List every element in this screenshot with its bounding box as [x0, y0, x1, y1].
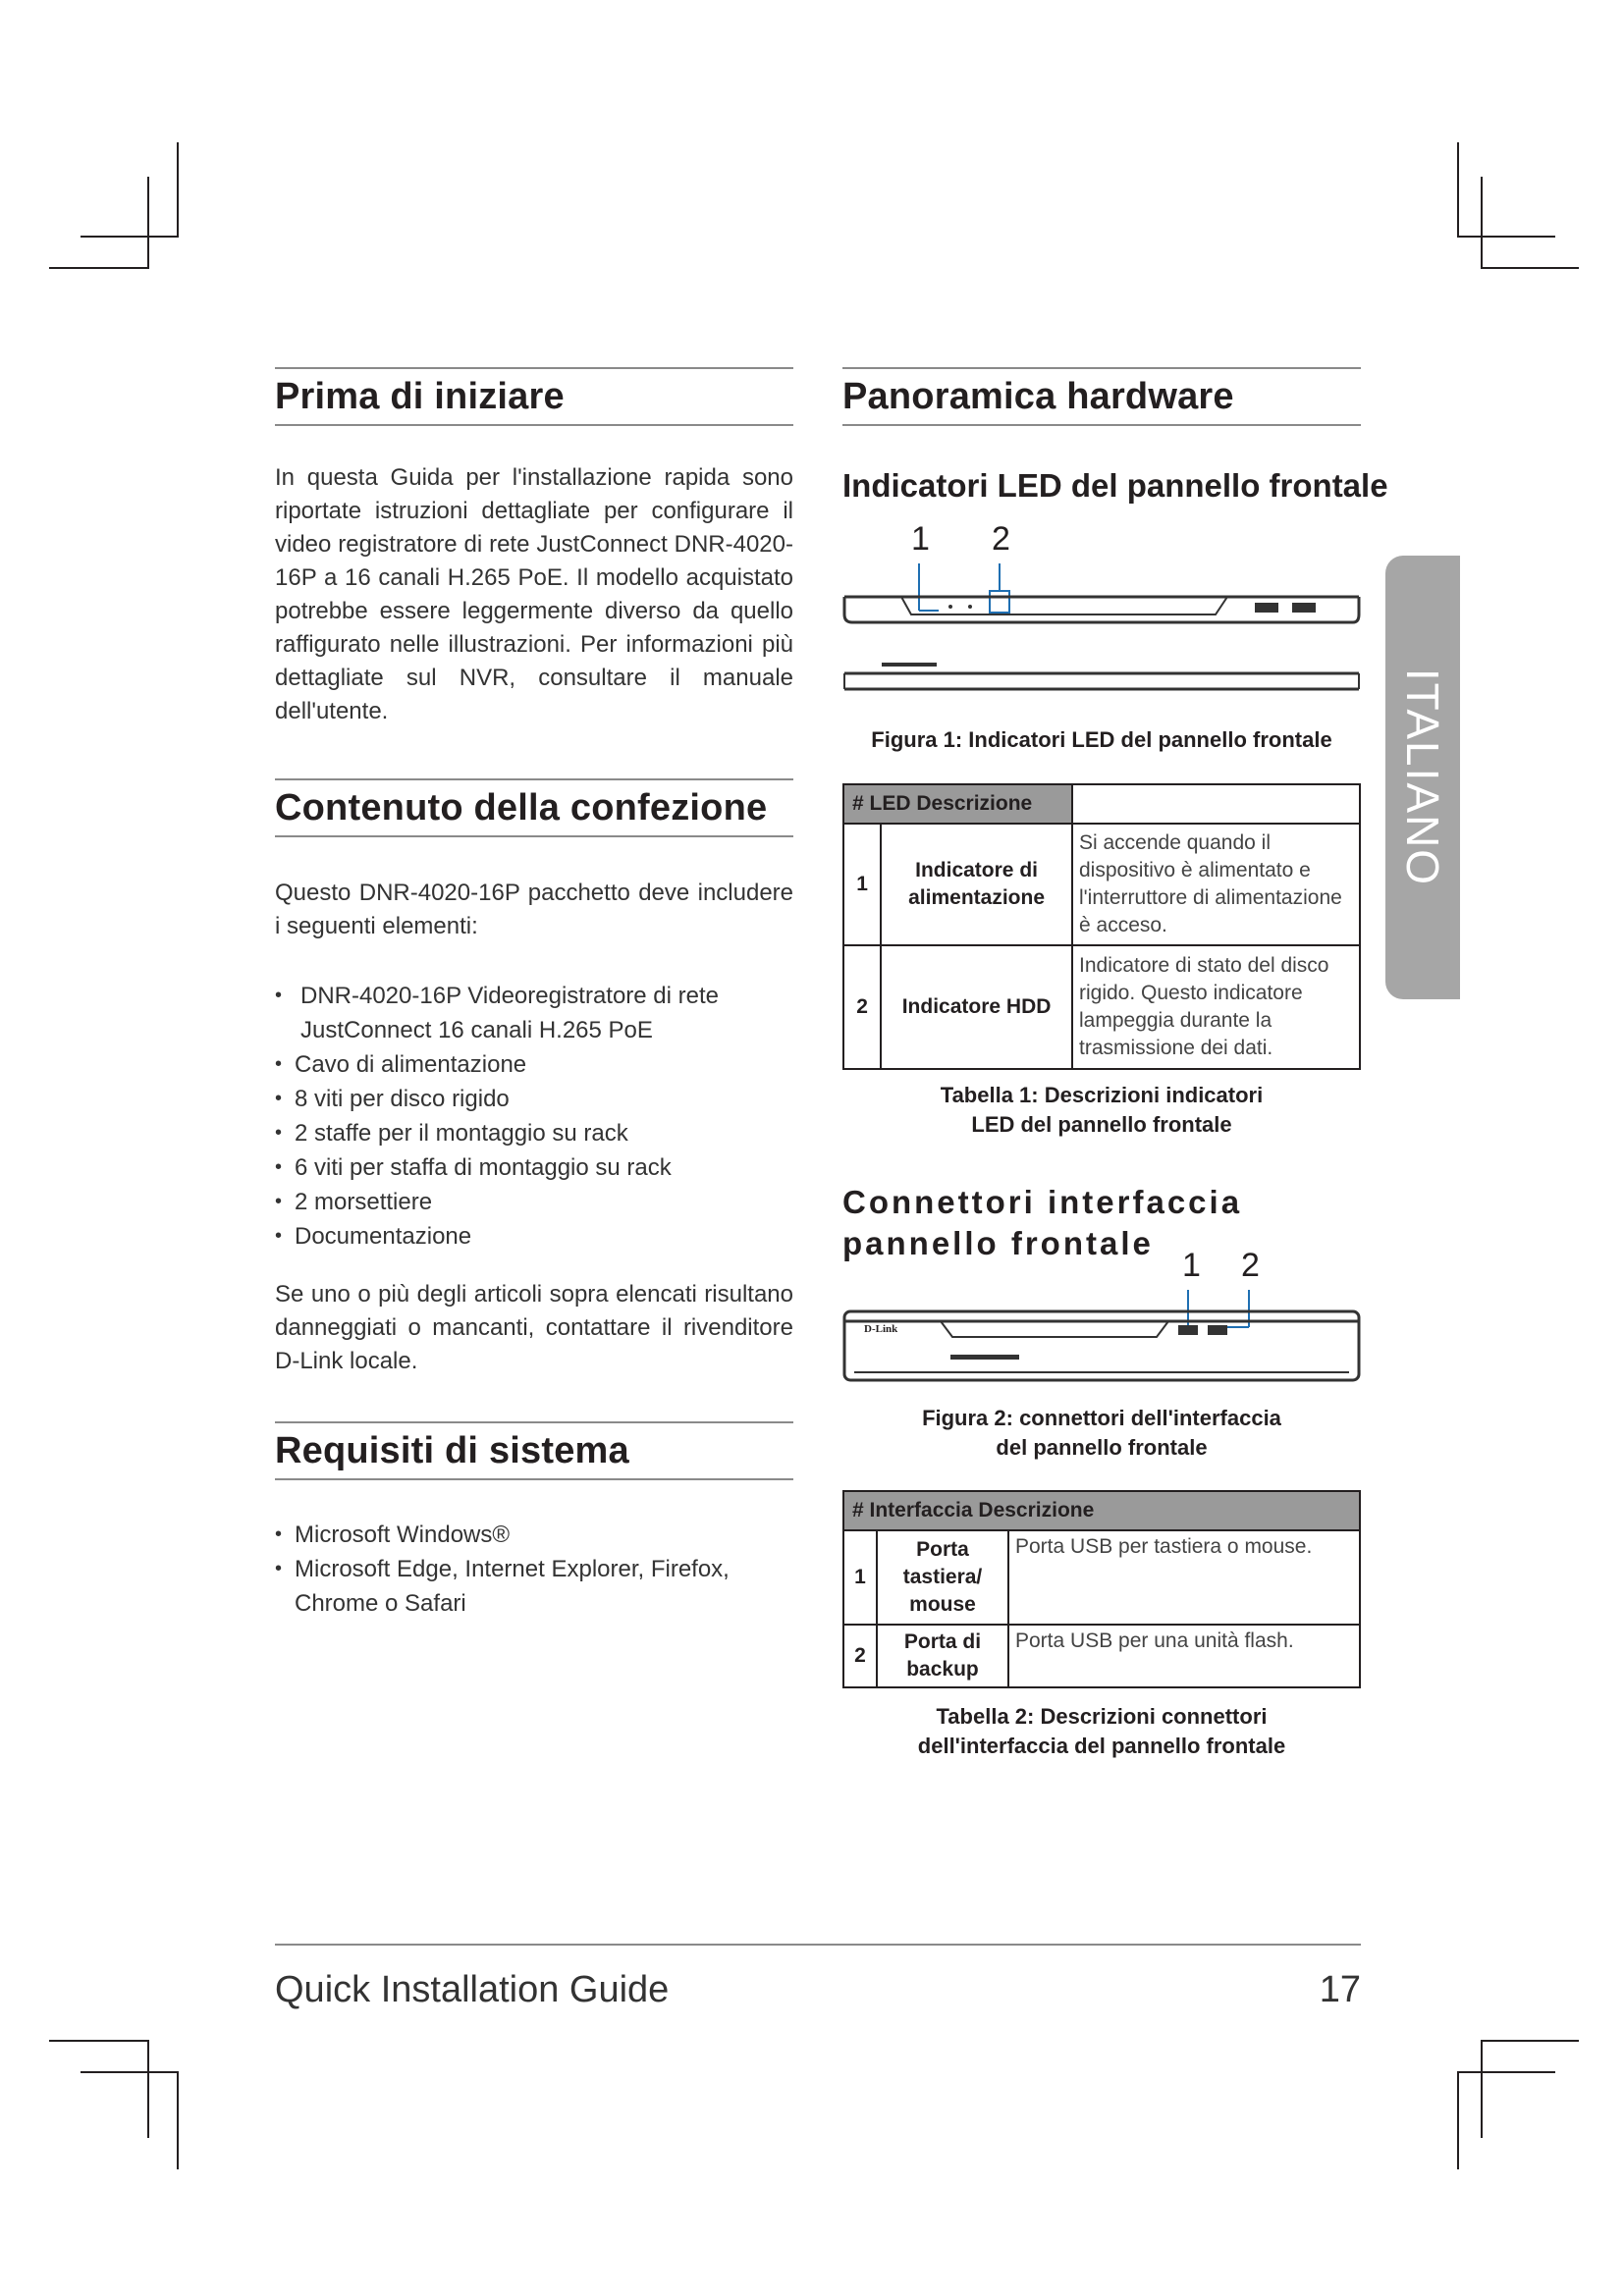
section-title-hardware: Panoramica hardware: [842, 375, 1234, 417]
page-number: 17: [1319, 1969, 1361, 2010]
callout-label: 2: [1241, 1247, 1260, 1284]
table-cell-name: Porta tastiera/ mouse: [877, 1530, 1008, 1625]
connector-table: [842, 1490, 1361, 1688]
table-header: [1072, 784, 1360, 824]
caption-line: del pannello frontale: [996, 1435, 1208, 1460]
table-cell-num: 2: [843, 1625, 877, 1687]
section-header-package: [275, 778, 793, 837]
caption-line: Figura 2: connettori dell'interfaccia: [922, 1406, 1281, 1430]
list-item: • DNR-4020-16P Videoregistratore di rete JustConnect 16 canali H.265 PoE: [275, 979, 793, 1047]
table-row: [843, 1530, 1360, 1625]
figure-front-panel-connectors: [842, 1247, 1361, 1384]
table-cell-desc: Porta USB per una unità flash.: [1008, 1625, 1360, 1687]
led-subtitle: Indicatori LED del pannello frontale: [842, 467, 1388, 504]
table1-caption: [842, 1081, 1361, 1140]
caption-line: LED del pannello frontale: [971, 1112, 1232, 1137]
section-title-before: Prima di iniziare: [275, 375, 565, 417]
list-item: • Microsoft Windows®: [275, 1518, 766, 1552]
list-item: • 8 viti per disco rigido: [275, 1082, 793, 1116]
list-item: • Documentazione: [275, 1219, 793, 1254]
section-title-requirements: Requisiti di sistema: [275, 1429, 629, 1471]
list-item: • Cavo di alimentazione: [275, 1047, 793, 1082]
list-item: • 2 morsettiere: [275, 1185, 793, 1219]
caption-line: dell'interfaccia del pannello frontale: [917, 1734, 1286, 1758]
caption-line: Tabella 1: Descrizioni indicatori: [940, 1083, 1264, 1107]
table-cell-desc: Si accende quando il dispositivo è alimentato e l'interruttore di alimentazione è acceso.: [1072, 824, 1360, 945]
section-header-hardware: [842, 367, 1361, 426]
table-cell-num: 1: [843, 1530, 877, 1625]
before-body: In questa Guida per l'installazione rapida sono riportate istruzioni dettagliate per configurare il video registratore di rete JustConnect DNR-4020-16P a 16 canali H.265 PoE. Il modello acquistato potrebbe essere leggermente diverso da quello raffigurato nelle illustrazioni. Per informazioni più dettagliate sul NVR, consultare il manuale dell'utente.: [275, 464, 793, 724]
list-item: • 6 viti per staffa di montaggio su rack: [275, 1150, 793, 1185]
footer-title: Quick Installation Guide: [275, 1969, 670, 2010]
table-header-row: [843, 1491, 1360, 1530]
brand-label: D-Link: [864, 1323, 898, 1335]
connectors-subtitle: Connettori interfaccia pannello frontale: [842, 1184, 1243, 1261]
table-row: [843, 824, 1360, 945]
list-item: • Microsoft Edge, Internet Explorer, Firefox, Chrome o Safari: [275, 1552, 766, 1621]
section-title-package: Contenuto della confezione: [275, 786, 768, 828]
figure-front-panel-leds: [842, 520, 1361, 702]
section-header-before: [275, 367, 793, 426]
table-cell-desc: Porta USB per tastiera o mouse.: [1008, 1530, 1360, 1625]
nvr-front-illustration-2: [842, 1247, 1361, 1384]
callout-label: 2: [992, 520, 1010, 558]
list-item: • 2 staffe per il montaggio su rack: [275, 1116, 793, 1150]
caption-line: Tabella 2: Descrizioni connettori: [936, 1704, 1268, 1729]
callout-label: 1: [1182, 1247, 1201, 1284]
callout-label: 1: [911, 520, 930, 558]
table-cell-desc: Indicatore di stato del disco rigido. Questo indicatore lampeggia durante la trasmissione dei dati.: [1072, 945, 1360, 1069]
table-cell-num: 2: [843, 945, 881, 1069]
table-row: [843, 1625, 1360, 1687]
package-list: [275, 979, 793, 1254]
table-cell-name: Porta di backup: [877, 1625, 1008, 1687]
table-cell-num: 1: [843, 824, 881, 945]
table-header-row: [843, 784, 1360, 824]
nvr-front-illustration: [842, 520, 1361, 702]
figure1-caption: Figura 1: Indicatori LED del pannello frontale: [871, 727, 1332, 752]
section-header-requirements: [275, 1421, 793, 1480]
table-cell-name: Indicatore HDD: [881, 945, 1072, 1069]
language-tab-label: ITALIANO: [1397, 667, 1448, 887]
table-cell-name: Indicatore di alimentazione: [881, 824, 1072, 945]
table2-caption: [842, 1702, 1361, 1761]
led-table: [842, 783, 1361, 1070]
figure2-caption: [842, 1404, 1361, 1463]
package-outro: Se uno o più degli articoli sopra elencati risultano danneggiati o mancanti, contattare il rivenditore D-Link locale.: [275, 1281, 793, 1374]
requirements-list: [275, 1518, 766, 1621]
table-row: [843, 945, 1360, 1069]
table-header: # Interfaccia Descrizione: [843, 1491, 1360, 1530]
package-intro: Questo DNR-4020-16P pacchetto deve includere i seguenti elementi:: [275, 880, 793, 939]
table-header: # LED Descrizione: [843, 784, 1072, 824]
footer-divider: [275, 1944, 1361, 1946]
